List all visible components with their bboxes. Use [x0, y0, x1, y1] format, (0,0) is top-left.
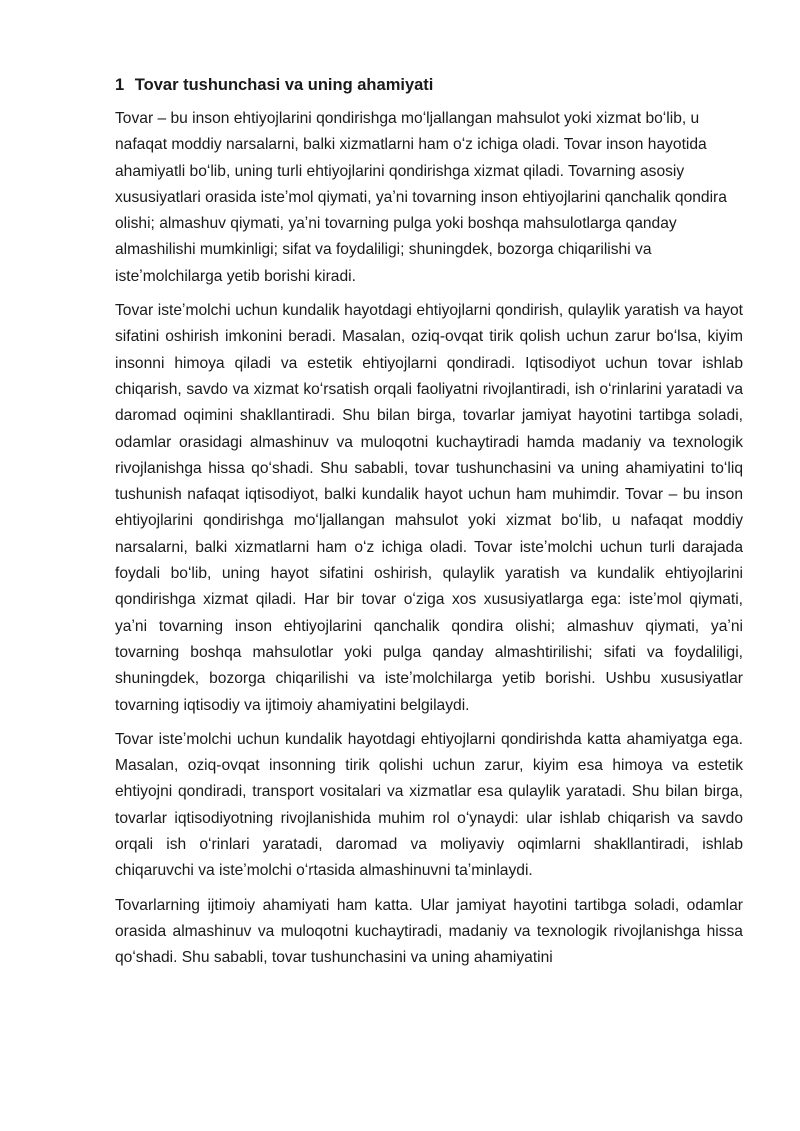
section-heading — [115, 72, 743, 98]
section-number: 1 — [115, 76, 125, 94]
paragraph-3: Tovar isteʼmolchi uchun kundalik hayotdagi ehtiyojlarni qondirishda katta ahamiyatga ega. Masalan, oziq-ovqat insonning tirik qolishi uchun zarur, kiyim esa himoya va estetik ehtiyojni qondiradi, transport vositalari va xizmatlar esa qulaylik yaratadi. Shu bilan birga, tovarlar iqtisodiyotning rivojlanishida muhim rol oʻynaydi: ular ishlab chiqarish va savdo orqali ish oʻrinlari yaratadi, daromad va moliyaviy oqimlarni shakllantiradi, ishlab chiqaruvchi va isteʼmolchi oʻrtasida almashinuvni taʼminlaydi. — [115, 730, 743, 880]
section-title: Tovar tushunchasi va uning ahamiyati — [134, 76, 434, 94]
paragraph-1: Tovar – bu inson ehtiyojlarini qondirishga moʻljallangan mahsulot yoki xizmat boʻlib, u nafaqat moddiy narsalarni, balki xizmatlarni ham oʻz ichiga oladi. Tovar inson hayotida ahamiyatli boʻlib, uning turli ehtiyojlarini qondirishga xizmat qiladi. Tovarning asosiy xususiyatlari orasida isteʼmol qiymati, yaʼni tovarning inson ehtiyojlarini qanchalik qondira olishi; almashuv qiymati, yaʼni tovarning pulga yoki boshqa mahsulotlarga qanday almashilishi mumkinligi; sifat va foydaliligi; shuningdek, bozorga chiqarilishi va isteʼmolchilarga yetib borishi kiradi. — [115, 110, 727, 285]
paragraph-4: Tovarlarning ijtimoiy ahamiyati ham katta. Ular jamiyat hayotini tartibga soladi, odamlar orasida almashinuv va muloqotni kuchaytiradi, madaniy va texnologik rivojlanishga hissa qoʻshadi. Shu sababli, tovar tushunchasini va uning ahamiyatini — [115, 896, 743, 967]
paragraph-2: Tovar isteʼmolchi uchun kundalik hayotdagi ehtiyojlarni qondirish, qulaylik yaratish va hayot sifatini oshirish imkonini beradi. Masalan, oziq-ovqat tirik qolish uchun zarur boʻlsa, kiyim insonni himoya qiladi va estetik ehtiyojlarni qondiradi. Iqtisodiyot uchun tovar ishlab chiqarish, savdo va xizmat koʻrsatish orqali faoliyatni rivojlantiradi, ish oʻrinlarini yaratadi va daromad oqimini shakllantiradi. Shu bilan birga, tovarlar jamiyat hayotini tartibga soladi, odamlar orasidagi almashinuv va muloqotni kuchaytiradi hamda madaniy va texnologik rivojlanishga hissa qoʻshadi. Shu sababli, tovar tushunchasini va uning ahamiyatini toʻliq tushunish nafaqat iqtisodiyot, balki kundalik hayot uchun ham muhimdir. Tovar – bu inson ehtiyojlarini qondirishga moʻljallangan mahsulot yoki xizmat boʻlib, u nafaqat moddiy narsalarni, balki xizmatlarni ham oʻz ichiga oladi. Tovar isteʼmolchi uchun turli darajada foydali boʻlib, uning hayot sifatini oshirish, qulaylik yaratish va kundalik ehtiyojlarini qondirishga xizmat qiladi. Har bir tovar oʻziga xos xususiyatlarga ega: isteʼmol qiymati, yaʼni tovarning inson ehtiyojlarini qanchalik qondira olishi; almashuv qiymati, yaʼni tovarning boshqa mahsulotlar yoki pulga qanday almashtirilishi; sifati va foydaliligi, shuningdek, bozorga chiqarilishi va isteʼmolchilarga yetib borishi. Ushbu xususiyatlar tovarning iqtisodiy va ijtimoiy ahamiyatini belgilaydi. — [115, 302, 743, 714]
